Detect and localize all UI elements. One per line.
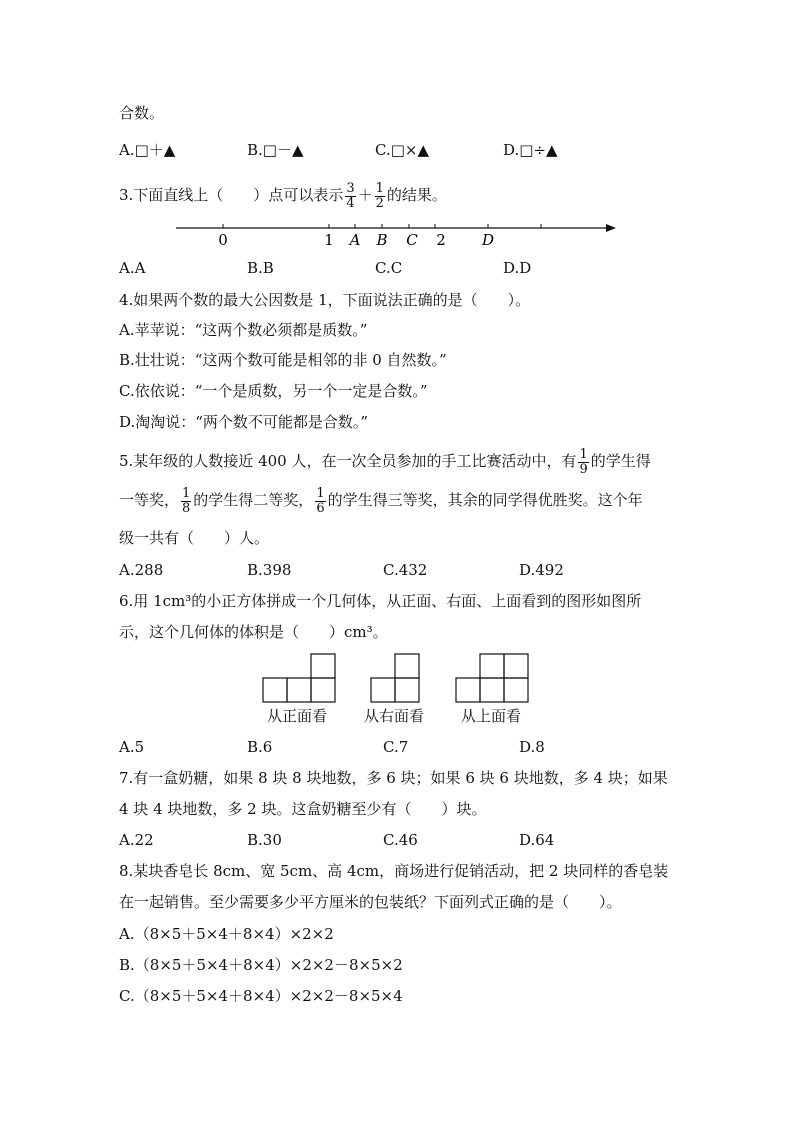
fraction-denominator: 8: [182, 500, 191, 516]
q3-fraction-3-4: [345, 182, 355, 211]
label-2: 2: [436, 231, 446, 249]
q4-stem: 4.如果两个数的最大公因数是 1，下面说法正确的是（ ）。: [119, 291, 531, 309]
right-view-figure: [370, 652, 422, 704]
q2-option-c[interactable]: C.□×▲: [375, 141, 429, 159]
label-0: 0: [218, 231, 228, 249]
q3-stem-post: 的结果。: [386, 186, 447, 204]
fraction-denominator: 9: [579, 461, 588, 477]
cube-square: [456, 678, 480, 702]
label-1: 1: [324, 231, 334, 249]
q6-option-b[interactable]: B.6: [247, 738, 273, 756]
q4-choice-a[interactable]: A.苹苹说：“这两个数必须都是质数。”: [119, 321, 368, 339]
q3-option-b[interactable]: B.B: [247, 259, 274, 277]
q6-option-a[interactable]: A.5: [119, 738, 145, 756]
q6-option-d[interactable]: D.8: [519, 738, 545, 756]
number-line-arrow-icon: [606, 224, 616, 232]
fraction-numerator: 1: [182, 485, 191, 501]
q7-option-a[interactable]: A.22: [119, 831, 154, 849]
cube-square: [395, 678, 419, 702]
q5-fraction-1-8: [181, 487, 191, 516]
fraction-numerator: 1: [316, 485, 325, 501]
q4-choice-c[interactable]: C.依依说：“一个是质数，另一个一定是合数。”: [119, 382, 428, 400]
front-view-figure: [262, 652, 338, 704]
plus-sign: ＋: [357, 186, 373, 204]
fraction-denominator: 4: [346, 195, 355, 211]
q7-line-2: 4 块 4 块地数，多 2 块。这盒奶糖至少有（ ）块。: [119, 800, 487, 818]
cube-square: [263, 678, 287, 702]
q8-choice-c[interactable]: C.（8×5＋5×4＋8×4）×2×2－8×5×4: [119, 987, 403, 1005]
q2-option-b[interactable]: B.□－▲: [247, 141, 304, 159]
q5-line-2-b: 的学生得二等奖，: [193, 491, 314, 509]
q4-choice-d[interactable]: D.淘淘说：“两个数不可能都是合数。”: [119, 413, 369, 431]
caption-front-view: 从正面看: [267, 707, 328, 725]
q7-line-1: 7.有一盒奶糖，如果 8 块 8 块地数，多 6 块；如果 6 块 6 块地数，多 4 块；如果: [119, 769, 668, 787]
q7-option-d[interactable]: D.64: [519, 831, 555, 849]
q5-line-1-post: 的学生得: [590, 452, 651, 470]
top-view-figure: [455, 652, 531, 704]
cube-square: [480, 678, 504, 702]
q4-choice-b[interactable]: B.壮壮说：“这两个数可能是相邻的非 0 自然数。”: [119, 351, 447, 369]
q8-line-2: 在一起销售。至少需要多少平方厘米的包装纸？下面列式正确的是（ ）。: [119, 893, 622, 911]
q5-fraction-1-6: [315, 487, 325, 516]
label-a: A: [349, 231, 361, 249]
label-c: C: [406, 231, 418, 249]
q5-option-a[interactable]: A.288: [119, 561, 164, 579]
q5-fraction-1-9: [578, 448, 588, 477]
cube-square: [504, 678, 528, 702]
q2-option-d[interactable]: D.□÷▲: [503, 141, 558, 159]
fraction-numerator: 1: [579, 446, 588, 462]
q5-line-3: 级一共有（ ）人。: [119, 529, 270, 547]
q7-option-b[interactable]: B.30: [247, 831, 282, 849]
q5-line-1-pre: 5.某年级的人数接近 400 人，在一次全员参加的手工比赛活动中，有: [119, 452, 577, 470]
cube-square: [311, 654, 335, 678]
q5-option-b[interactable]: B.398: [247, 561, 292, 579]
q3-option-a[interactable]: A.A: [119, 259, 146, 277]
q5-line-2-c: 的学生得三等奖，其余的同学得优胜奖。这个年: [327, 491, 643, 509]
q2-continuation-text: 合数。: [119, 104, 165, 122]
q3-stem: [119, 178, 447, 212]
caption-top-view: 从上面看: [461, 707, 522, 725]
q5-line-2-a: 一等奖，: [119, 491, 180, 509]
q2-option-a[interactable]: A.□＋▲: [119, 141, 176, 159]
q5-option-d[interactable]: D.492: [519, 561, 564, 579]
q7-option-c[interactable]: C.46: [383, 831, 418, 849]
q3-option-d[interactable]: D.D: [503, 259, 532, 277]
caption-right-view: 从右面看: [364, 707, 425, 725]
label-b: B: [376, 231, 388, 249]
cube-square: [371, 678, 395, 702]
cube-square: [287, 678, 311, 702]
q5-line-2: [119, 483, 643, 517]
cube-square: [311, 678, 335, 702]
q5-option-c[interactable]: C.432: [383, 561, 428, 579]
q3-option-c[interactable]: C.C: [375, 259, 403, 277]
cube-square: [504, 654, 528, 678]
fraction-denominator: 2: [375, 195, 384, 211]
q3-fraction-1-2: [375, 182, 385, 211]
fraction-numerator: 3: [346, 180, 355, 196]
fraction-numerator: 1: [375, 180, 384, 196]
label-d: D: [481, 231, 495, 249]
q3-stem-pre: 3.下面直线上（ ）点可以表示: [119, 186, 344, 204]
cube-square: [395, 654, 419, 678]
cube-square: [480, 654, 504, 678]
q5-line-1: [119, 444, 651, 478]
fraction-denominator: 6: [316, 500, 325, 516]
q6-line-2: 示，这个几何体的体积是（ ）cm³。: [119, 623, 388, 641]
q8-choice-b[interactable]: B.（8×5＋5×4＋8×4）×2×2－8×5×2: [119, 956, 403, 974]
q6-option-c[interactable]: C.7: [383, 738, 409, 756]
q8-choice-a[interactable]: A.（8×5＋5×4＋8×4）×2×2: [119, 925, 334, 943]
q3-number-line: [170, 215, 630, 251]
q8-line-1: 8.某块香皂长 8cm、宽 5cm、高 4cm，商场进行促销活动，把 2 块同样的香皂装: [119, 862, 669, 880]
q6-line-1: 6.用 1cm³的小正方体拼成一个几何体，从正面、右面、上面看到的图形如图所: [119, 592, 642, 610]
